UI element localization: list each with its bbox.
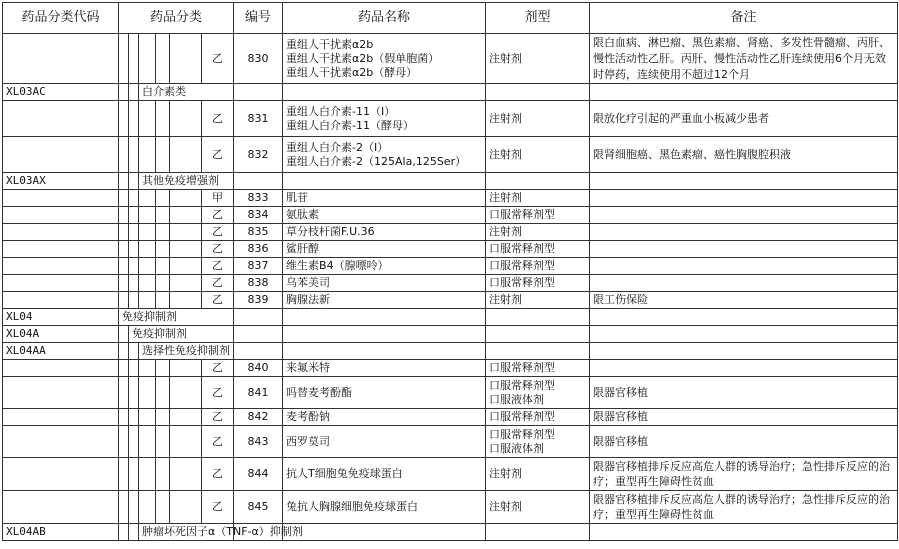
drug-form: 口服常释剂型 [486,275,590,292]
header-code: 药品分类代码 [3,3,119,34]
drug-number: 845 [234,491,283,524]
drug-number: 837 [234,258,283,275]
drug-name: 维生素B4（腺嘌呤） [283,258,486,275]
drug-note [590,224,898,241]
drug-name: 兔抗人胸腺细胞免疫球蛋白 [283,491,486,524]
drug-form: 口服常释剂型 [486,241,590,258]
category-row [3,309,898,326]
drug-grade: 甲 [202,190,234,207]
table-row [3,137,898,173]
drug-name: 吗替麦考酚酯 [283,377,486,409]
table-row [3,34,898,84]
category-label: 选择性免疫抑制剂 [139,343,234,360]
drug-grade: 乙 [202,101,234,137]
header-form: 剂型 [486,3,590,34]
drug-form: 注射剂 [486,101,590,137]
drug-name: 重组人干扰素α2b 重组人干扰素α2b（假单胞菌） 重组人干扰素α2b（酵母） [283,34,486,84]
drug-name: 重组人白介素-2（Ⅰ） 重组人白介素-2（125Ala,125Ser） [283,137,486,173]
drug-number: 841 [234,377,283,409]
category-label: 免疫抑制剂 [129,326,234,343]
table-row [3,207,898,224]
drug-note: 限肾细胞癌、黑色素瘤、癌性胸腹腔积液 [590,137,898,173]
category-code: XL04A [3,326,119,343]
category-row [3,326,898,343]
category-label: 白介素类 [139,84,234,101]
drug-grade: 乙 [202,224,234,241]
drug-note [590,241,898,258]
category-row [3,343,898,360]
category-code: XL03AX [3,173,119,190]
drug-note: 限放化疗引起的严重血小板减少患者 [590,101,898,137]
drug-name: 氨肽素 [283,207,486,224]
drug-form: 注射剂 [486,458,590,491]
header-note: 备注 [590,3,898,34]
drug-form: 口服常释剂型 口服液体剂 [486,377,590,409]
drug-note [590,207,898,224]
drug-form: 注射剂 [486,34,590,84]
category-label: 其他免疫增强剂 [139,173,234,190]
drug-note [590,190,898,207]
drug-note: 限器官移植 [590,377,898,409]
drug-name: 胸腺法新 [283,292,486,309]
drug-number: 844 [234,458,283,491]
drug-number: 843 [234,426,283,458]
drug-number: 834 [234,207,283,224]
drug-number: 830 [234,34,283,84]
drug-grade: 乙 [202,409,234,426]
drug-grade: 乙 [202,458,234,491]
drug-form: 口服常释剂型 [486,258,590,275]
drug-name: 乌苯美司 [283,275,486,292]
drug-form: 注射剂 [486,491,590,524]
table-row [3,275,898,292]
drug-name: 抗人T细胞兔免疫球蛋白 [283,458,486,491]
category-code: XL04 [3,309,119,326]
drug-number: 840 [234,360,283,377]
drug-grade: 乙 [202,292,234,309]
drug-number: 838 [234,275,283,292]
drug-name: 来氟米特 [283,360,486,377]
drug-number: 842 [234,409,283,426]
header-category: 药品分类 [119,3,234,34]
drug-grade: 乙 [202,491,234,524]
table-row [3,292,898,309]
drug-grade: 乙 [202,360,234,377]
table-row [3,426,898,458]
drug-number: 836 [234,241,283,258]
category-row [3,524,898,541]
table-row [3,224,898,241]
header-row [3,3,898,34]
drug-note [590,275,898,292]
drug-form: 注射剂 [486,224,590,241]
table-row [3,458,898,491]
drug-form: 口服常释剂型 [486,207,590,224]
drug-number: 839 [234,292,283,309]
category-code: XL03AC [3,84,119,101]
drug-grade: 乙 [202,207,234,224]
drug-form: 注射剂 [486,137,590,173]
drug-number: 833 [234,190,283,207]
drug-note: 限器官移植排斥反应高危人群的诱导治疗；急性排斥反应的治疗；重型再生障碍性贫血 [590,491,898,524]
category-label: 肿瘤坏死因子α（TNF-α）抑制剂 [139,524,234,541]
table-row [3,190,898,207]
drug-note: 限白血病、淋巴瘤、黑色素瘤、肾癌、多发性骨髓瘤、丙肝、慢性活动性乙肝。丙肝、慢性活动性乙肝连续使用6个月无效时停药，连续使用不超过12个月 [590,34,898,84]
drug-number: 831 [234,101,283,137]
table-row [3,491,898,524]
table-row [3,409,898,426]
drug-note: 限器官移植 [590,426,898,458]
table-row [3,377,898,409]
drug-grade: 乙 [202,275,234,292]
drug-note: 限器官移植 [590,409,898,426]
drug-note [590,360,898,377]
drug-catalog-table [2,2,898,541]
category-row [3,173,898,190]
drug-form: 注射剂 [486,190,590,207]
drug-grade: 乙 [202,34,234,84]
drug-note: 限工伤保险 [590,292,898,309]
category-row [3,84,898,101]
drug-name: 草分枝杆菌F.U.36 [283,224,486,241]
drug-form: 口服常释剂型 [486,409,590,426]
drug-grade: 乙 [202,241,234,258]
drug-note: 限器官移植排斥反应高危人群的诱导治疗；急性排斥反应的治疗；重型再生障碍性贫血 [590,458,898,491]
header-number: 编号 [234,3,283,34]
table-row [3,241,898,258]
drug-name: 鲨肝醇 [283,241,486,258]
drug-number: 832 [234,137,283,173]
drug-grade: 乙 [202,137,234,173]
drug-form: 注射剂 [486,292,590,309]
header-name: 药品名称 [283,3,486,34]
drug-name: 麦考酚钠 [283,409,486,426]
category-code: XL04AA [3,343,119,360]
drug-grade: 乙 [202,426,234,458]
drug-name: 重组人白介素-11（Ⅰ） 重组人白介素-11（酵母） [283,101,486,137]
drug-form: 口服常释剂型 [486,360,590,377]
category-label: 免疫抑制剂 [119,309,234,326]
drug-grade: 乙 [202,258,234,275]
drug-number: 835 [234,224,283,241]
table-row [3,258,898,275]
table-row [3,360,898,377]
table-row [3,101,898,137]
drug-name: 肌苷 [283,190,486,207]
drug-name: 西罗莫司 [283,426,486,458]
drug-note [590,258,898,275]
category-code: XL04AB [3,524,119,541]
drug-form: 口服常释剂型 口服液体剂 [486,426,590,458]
drug-grade: 乙 [202,377,234,409]
